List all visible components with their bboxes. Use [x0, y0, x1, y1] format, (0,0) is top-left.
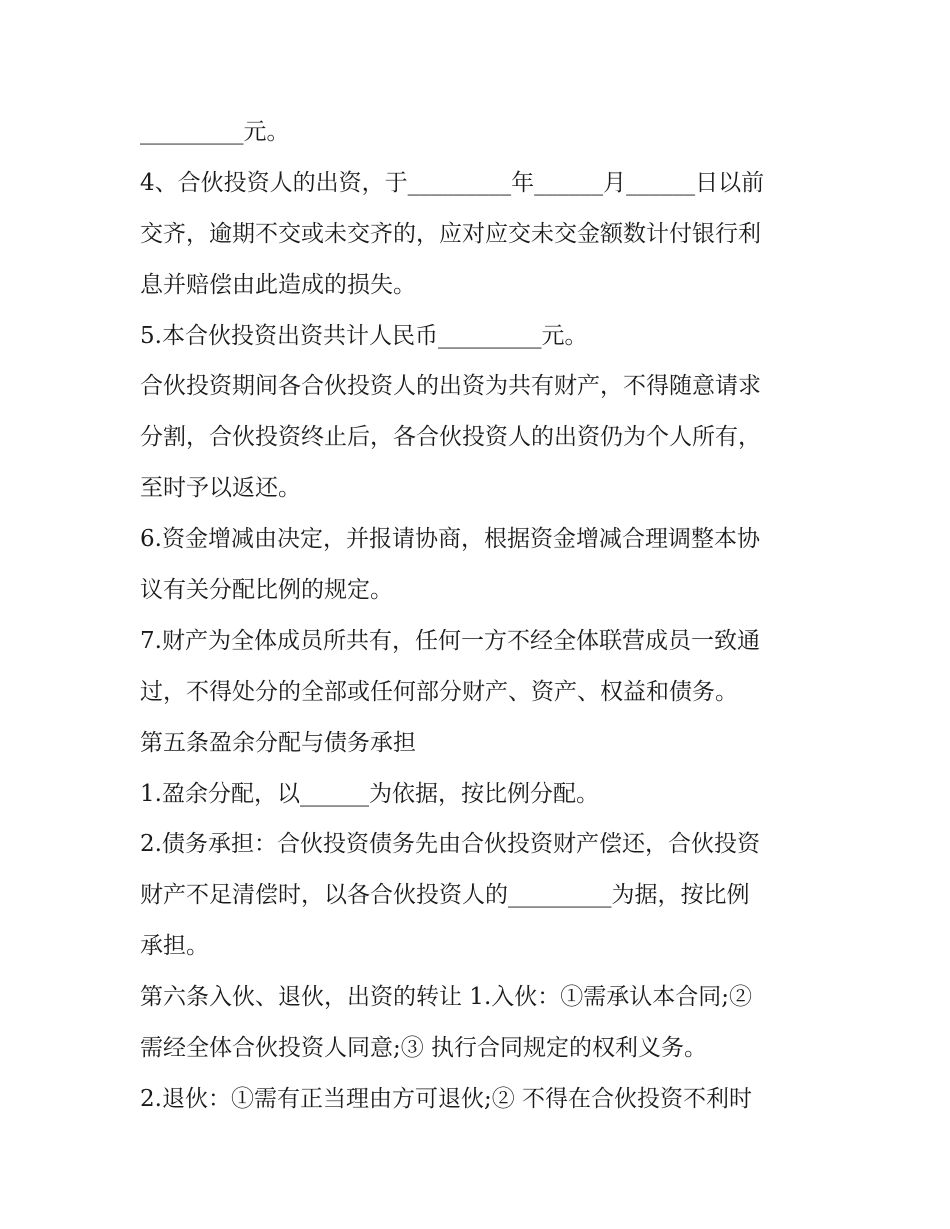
text-line-16: 财产不足清偿时，以各合伙投资人的_________为据，按比例: [140, 882, 750, 909]
document-body: [140, 107, 830, 1125]
text-line-3: 交齐，逾期不交或未交齐的，应对应交未交金额数计付银行利: [140, 220, 761, 247]
text-line-6: 合伙投资期间各合伙投资人的出资为共有财产，不得随意请求: [140, 373, 761, 400]
text-line-20: 2.退伙：①需有正当理由方可退伙;② 不得在合伙投资不利时: [140, 1085, 753, 1112]
section-heading-6: 第六条入伙、退伙，出资的转让 1.入伙：①需承认本合同;②: [140, 984, 753, 1011]
text-line-8: 至时予以返还。: [140, 475, 301, 502]
text-line-15: 2.债务承担：合伙投资债务先由合伙投资财产偿还，合伙投资: [140, 831, 760, 858]
text-line-5: 5.本合伙投资出资共计人民币_________元。: [140, 322, 588, 349]
text-line-11: 7.财产为全体成员所共有，任何一方不经全体联营成员一致通: [140, 627, 760, 654]
text-line-19: 需经全体合伙投资人同意;③ 执行合同规定的权利义务。: [140, 1035, 708, 1062]
text-line-12: 过，不得处分的全部或任何部分财产、资产、权益和债务。: [140, 678, 738, 705]
text-line-9: 6.资金增减由决定，并报请协商，根据资金增减合理调整本协: [140, 526, 760, 553]
text-line-1: _________元。: [140, 119, 290, 145]
section-heading-5: 第五条盈余分配与债务承担: [140, 729, 416, 756]
text-line-4: 息并赔偿由此造成的损失。: [140, 271, 416, 298]
text-line-14: 1.盈余分配，以______为依据，按比例分配。: [140, 780, 599, 807]
text-line-7: 分割，合伙投资终止后，各合伙投资人的出资仍为个人所有，: [140, 424, 761, 451]
text-line-17: 承担。: [140, 933, 209, 960]
text-line-10: 议有关分配比例的规定。: [140, 577, 393, 604]
text-line-2: 4、合伙投资人的出资，于_________年______月______日以前: [140, 169, 765, 196]
